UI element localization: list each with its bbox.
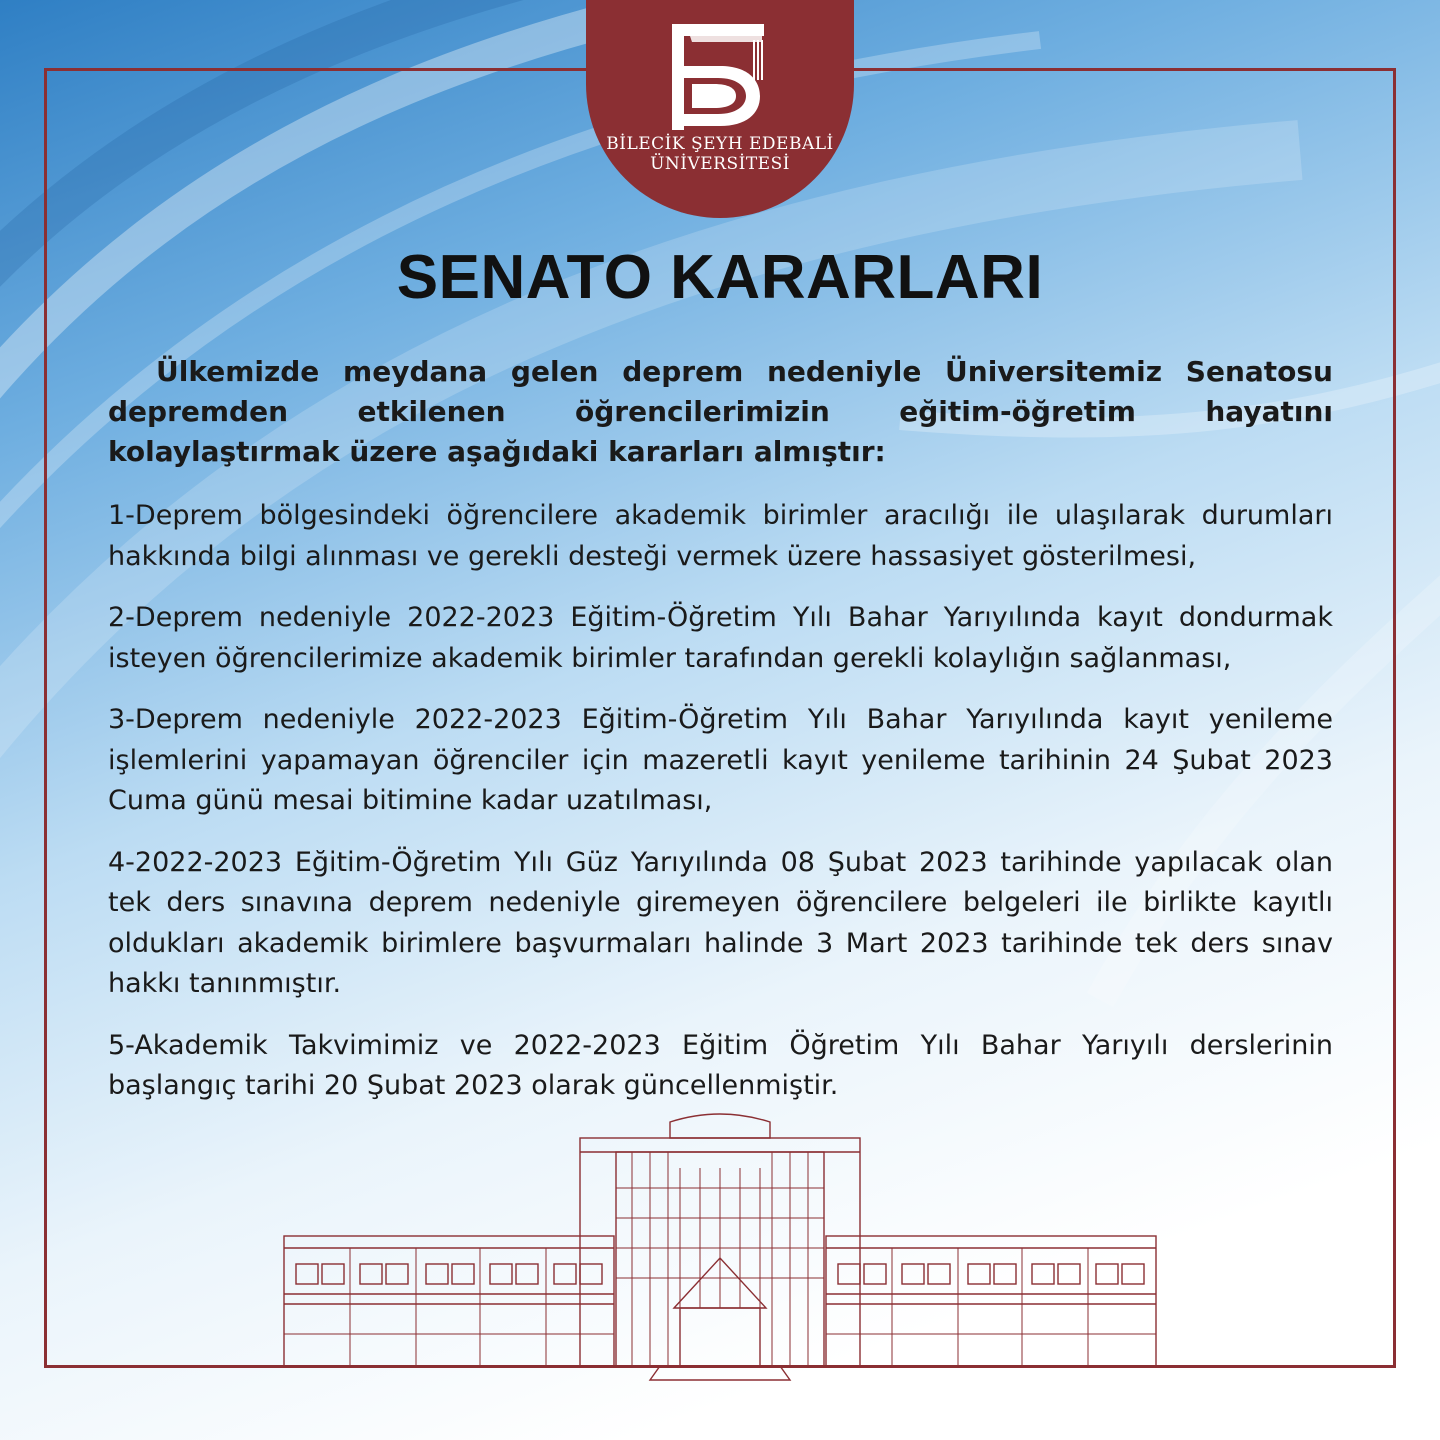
campus-building-illustration xyxy=(280,1108,1160,1388)
announcement-body xyxy=(108,352,1333,1128)
decision-item-5: 5-Akademik Takvimimiz ve 2022-2023 Eğitim Öğretim Yılı Bahar Yarıyılı derslerinin başlangıç tarihi 20 Şubat 2023 olarak güncellenmiştir. xyxy=(108,1029,1333,1101)
page-title: SENATO KARARLARI xyxy=(396,243,1044,312)
decision-item-3: 3-Deprem nedeniyle 2022-2023 Eğitim-Öğretim Yılı Bahar Yarıyılında kayıt yenileme işlemlerini yapamayan öğrenciler için mazeretli kayıt yenileme tarihinin 24 Şubat 2023 Cuma günü mesai bitimine kadar uzatılması, xyxy=(108,704,1333,816)
decision-item-4: 4-2022-2023 Eğitim-Öğretim Yılı Güz Yarıyılında 08 Şubat 2023 tarihinde yapılacak olan tek ders sınavına deprem nedeniyle giremeyen öğrencilere belgeleri ile birlikte kayıtlı oldukları akademik birimlere başvurmaları halinde 3 Mart 2023 tarihinde tek ders sınav hakkı tanınmıştır. xyxy=(108,846,1333,999)
university-name-line1: BİLECİK ŞEYH EDEBALİ xyxy=(606,134,834,154)
decision-item-2: 2-Deprem nedeniyle 2022-2023 Eğitim-Öğretim Yılı Bahar Yarıyılında kayıt dondurmak isteyen öğrencilerimize akademik birimler tarafından gerekli kolaylığın sağlanması, xyxy=(108,602,1333,674)
decision-item-1: 1-Deprem bölgesindeki öğrencilere akademik birimler aracılığı ile ulaşılarak durumları hakkında bilgi alınması ve gerekli desteği vermek üzere hassasiyet gösterilmesi, xyxy=(108,500,1333,572)
university-name xyxy=(586,134,854,174)
university-name-line2: ÜNİVERSİTESİ xyxy=(650,154,790,174)
university-logo-icon xyxy=(670,22,770,134)
intro-paragraph: Ülkemizde meydana gelen deprem nedeniyle Üniversitemiz Senatosu depremden etkilenen öğrencilerimizin eğitim-öğretim hayatını kolaylaştırmak üzere aşağıdaki kararları almıştır: xyxy=(108,355,1333,468)
